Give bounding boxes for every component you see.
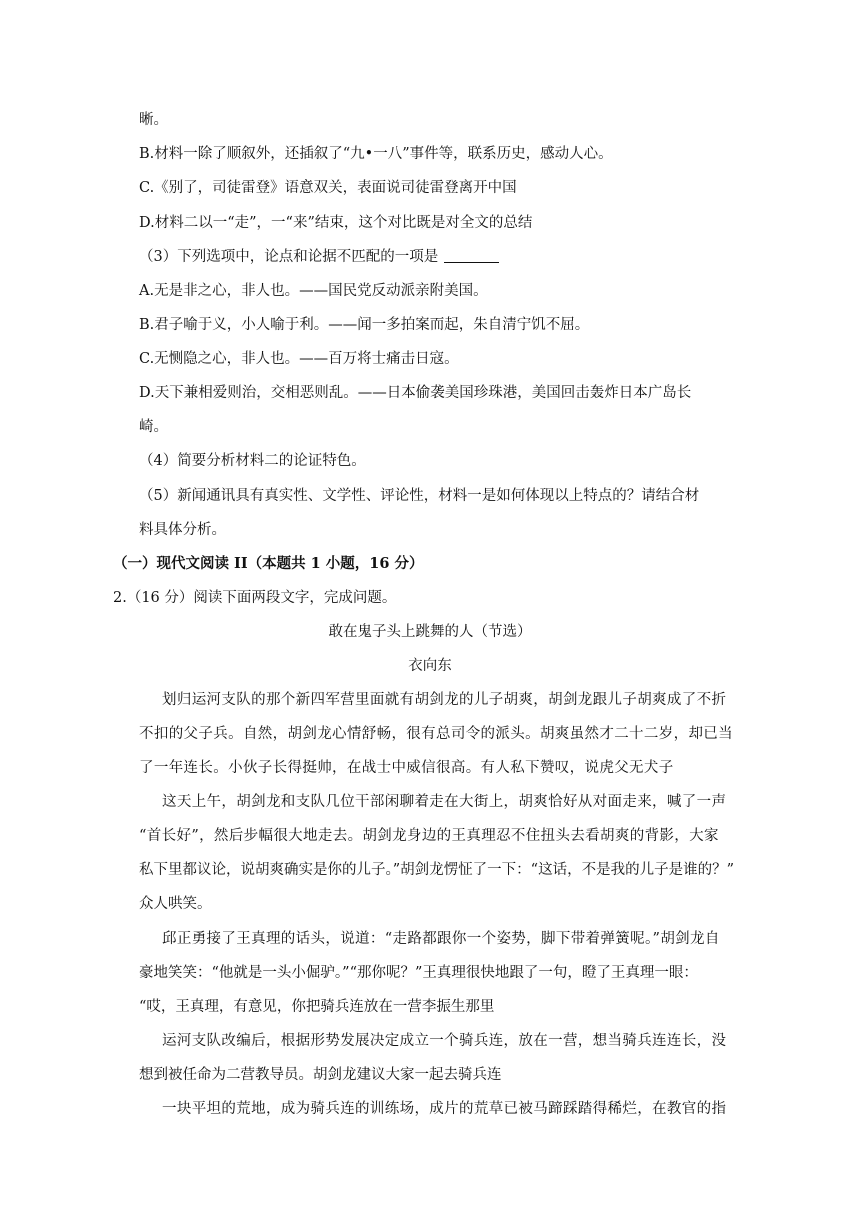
question-3-text: （3）下列选项中，论点和论据不匹配的一项是 — [139, 249, 439, 265]
paragraph-line: 邱正勇接了王真理的话头，说道：“走路都跟你一个姿势，脚下带着弹簧呢。”胡剑龙自 — [162, 931, 720, 947]
paragraph-line: 豪地笑笑：“他就是一头小倔驴。”“那你呢？”王真理很快地跟了一句，瞪了王真理一眼： — [139, 965, 698, 981]
text-line: 崎。 — [139, 419, 168, 435]
question-3 — [139, 247, 499, 267]
text-line: 料具体分析。 — [139, 522, 226, 538]
option-d: D.天下兼相爱则治，交相恶则乱。——日本偷袭美国珍珠港，美国回击轰炸日本广岛长 — [139, 385, 692, 401]
paragraph-line: 运河支队改编后，根据形势发展决定成立一个骑兵连，放在一营，想当骑兵连连长，没 — [162, 1033, 727, 1049]
option-c: C.无恻隐之心，非人也。——百万将士痛击日寇。 — [139, 351, 459, 367]
paragraph-line: 私下里都议论，说胡爽确实是你的儿子。”胡剑龙愣怔了一下：“这话，不是我的儿子是谁的？” — [139, 862, 734, 878]
text-line: 晰。 — [139, 112, 168, 128]
question-4: （4）简要分析材料二的论证特色。 — [139, 453, 366, 469]
option-b: B.君子喻于义，小人喻于利。——闻一多拍案而起，朱自清宁饥不屈。 — [139, 317, 590, 333]
question-2: 2.（16 分）阅读下面两段文字，完成问题。 — [113, 590, 397, 606]
paragraph-line: 不扣的父子兵。自然，胡剑龙心情舒畅，很有总司令的派头。胡爽虽然才二十二岁，却已当 — [139, 726, 733, 742]
paragraph-line: 这天上午，胡剑龙和支队几位干部闲聊着走在大街上，胡爽恰好从对面走来，喊了一声 — [162, 794, 727, 810]
option-a: A.无是非之心，非人也。——国民党反动派亲附美国。 — [139, 283, 488, 299]
paragraph-line: 想到被任命为二营教导员。胡剑龙建议大家一起去骑兵连 — [139, 1067, 502, 1083]
paragraph-line: “首长好”，然后步幅很大地走去。胡剑龙身边的王真理忍不住扭头去看胡爽的背影，大家 — [139, 828, 719, 844]
article-title: 敢在鬼子头上跳舞的人（节选） — [328, 624, 532, 640]
paragraph-line: 众人哄笑。 — [139, 896, 212, 912]
paragraph-line: “哎，王真理，有意见，你把骑兵连放在一营李振生那里 — [139, 999, 495, 1015]
article-author: 衣向东 — [408, 658, 452, 674]
paragraph-line: 一块平坦的荒地，成为骑兵连的训练场，成片的荒草已被马蹄踩踏得稀烂，在教官的指 — [162, 1101, 727, 1117]
question-5: （5）新闻通讯具有真实性、文学性、评论性，材料一是如何体现以上特点的？请结合材 — [139, 488, 700, 504]
paragraph-line: 了一年连长。小伙子长得挺帅，在战士中威信很高。有人私下赞叹，说虎父无犬子 — [139, 760, 674, 776]
section-heading: （一）现代文阅读 II（本题共 1 小题，16 分） — [113, 555, 424, 572]
paragraph-line: 划归运河支队的那个新四军营里面就有胡剑龙的儿子胡爽，胡剑龙跟儿子胡爽成了不折 — [162, 692, 727, 708]
option-c: C.《别了，司徒雷登》语意双关，表面说司徒雷登离开中国 — [139, 180, 517, 196]
answer-blank — [444, 248, 499, 263]
option-b: B.材料一除了顺叙外，还插叙了“九•一八”事件等，联系历史，感动人心。 — [139, 146, 613, 162]
option-d: D.材料二以一“走”，一“来”结束，这个对比既是对全文的总结 — [139, 215, 533, 231]
